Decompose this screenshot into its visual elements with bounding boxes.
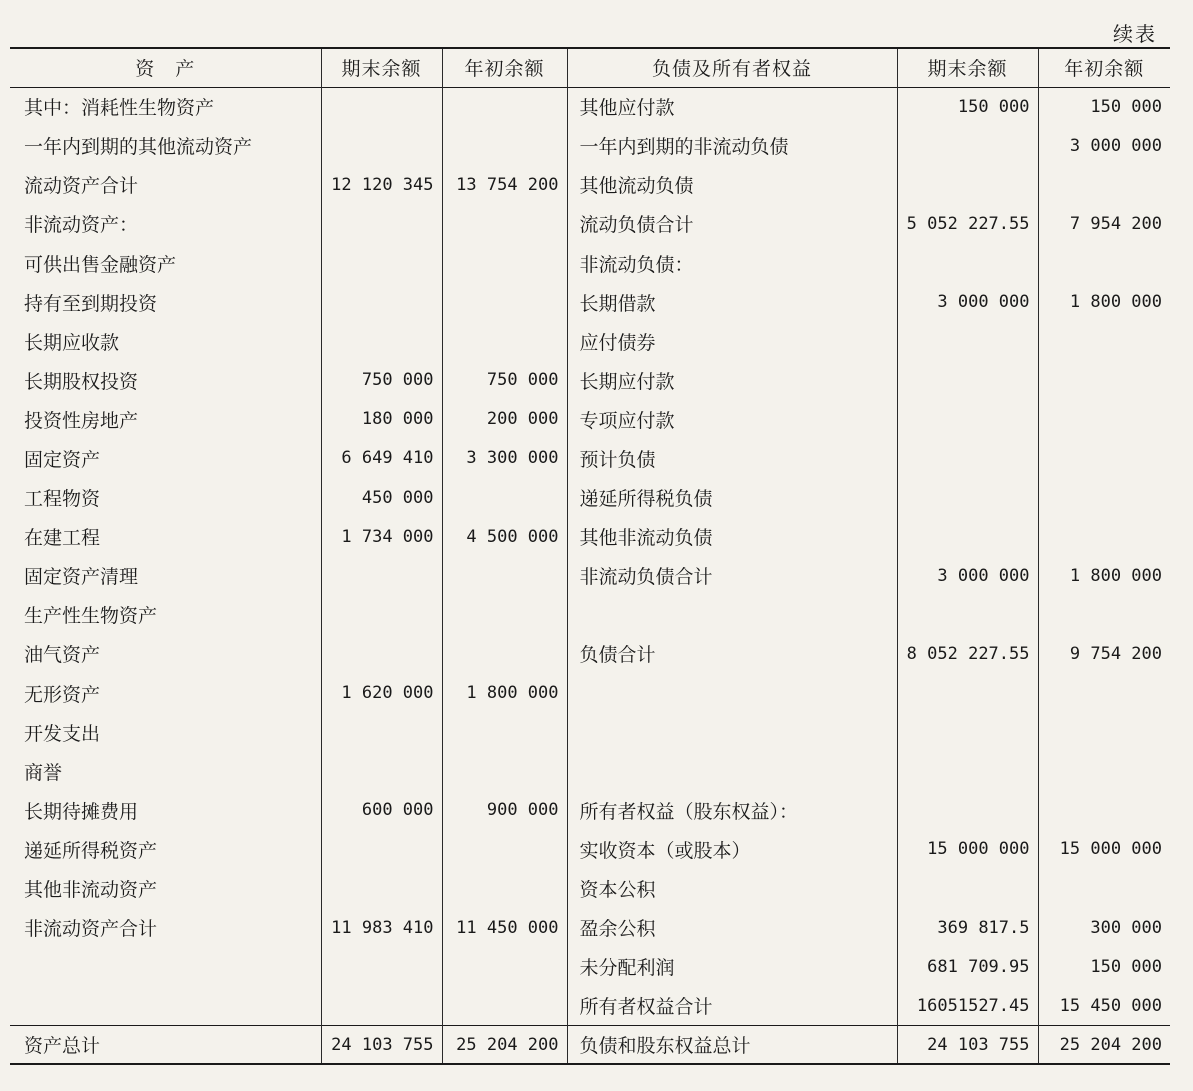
asset-opening-balance: [442, 126, 567, 165]
asset-opening-balance: [442, 322, 567, 361]
liability-item: [567, 595, 897, 634]
asset-ending-balance: [321, 986, 442, 1025]
table-row: [10, 204, 1170, 243]
asset-opening-balance: 750 000: [442, 361, 567, 400]
liability-opening-balance: 7 954 200: [1038, 204, 1170, 243]
liability-ending-balance: [897, 752, 1038, 791]
asset-opening-balance: 25 204 200: [442, 1025, 567, 1064]
asset-opening-balance: [442, 830, 567, 869]
asset-item: 非流动资产合计: [24, 918, 158, 941]
asset-opening-balance: [442, 478, 567, 517]
liability-item: 一年内到期的非流动负债: [567, 126, 897, 165]
liability-item: 长期借款: [567, 283, 897, 322]
liability-opening-balance: 150 000: [1038, 947, 1170, 986]
liability-ending-balance: 8 052 227.55: [897, 634, 1038, 673]
liability-opening-balance: [1038, 361, 1170, 400]
asset-item: 递延所得税资产: [24, 839, 158, 862]
liability-ending-balance: 150 000: [897, 87, 1038, 126]
liability-opening-balance: 150 000: [1038, 87, 1170, 126]
liability-opening-balance: [1038, 165, 1170, 204]
liability-item: [567, 752, 897, 791]
asset-item: 长期股权投资: [24, 370, 139, 393]
liability-opening-balance: 300 000: [1038, 908, 1170, 947]
table-row: [10, 869, 1170, 908]
table-row: [10, 634, 1170, 673]
asset-ending-balance: [321, 830, 442, 869]
asset-ending-balance: 11 983 410: [321, 908, 442, 947]
asset-opening-balance: 4 500 000: [442, 517, 567, 556]
liability-opening-balance: [1038, 713, 1170, 752]
liability-item: 资本公积: [567, 869, 897, 908]
asset-ending-balance: 180 000: [321, 400, 442, 439]
asset-item: 油气资产: [24, 644, 101, 667]
asset-item: [10, 947, 321, 986]
liability-item: 预计负债: [567, 439, 897, 478]
asset-opening-balance: 1 800 000: [442, 674, 567, 713]
asset-opening-balance: [442, 204, 567, 243]
asset-ending-balance: [321, 283, 442, 322]
liability-opening-balance: [1038, 674, 1170, 713]
asset-item: 非流动资产：: [24, 214, 139, 237]
liability-item: [567, 713, 897, 752]
asset-opening-balance: [442, 869, 567, 908]
liability-item: 专项应付款: [567, 400, 897, 439]
liability-ending-balance: [897, 126, 1038, 165]
asset-ending-balance: [321, 595, 442, 634]
asset-item: 工程物资: [24, 488, 101, 511]
asset-opening-balance: [442, 752, 567, 791]
table-row: [10, 439, 1170, 478]
asset-ending-balance: [321, 87, 442, 126]
asset-item: 资产总计: [24, 1035, 101, 1058]
asset-opening-balance: [442, 556, 567, 595]
header-assets-ending-balance: 期末余额: [321, 48, 442, 87]
table-row: [10, 947, 1170, 986]
table-row: [10, 674, 1170, 713]
asset-ending-balance: 1 734 000: [321, 517, 442, 556]
asset-item: 可供出售金融资产: [24, 253, 177, 276]
liability-item: 负债和股东权益总计: [567, 1025, 897, 1064]
asset-opening-balance: [442, 283, 567, 322]
asset-ending-balance: 600 000: [321, 791, 442, 830]
asset-ending-balance: 1 620 000: [321, 674, 442, 713]
liability-opening-balance: 1 800 000: [1038, 556, 1170, 595]
table-row: [10, 478, 1170, 517]
header-liabilities-opening-balance: 年初余额: [1038, 48, 1170, 87]
liability-ending-balance: [897, 322, 1038, 361]
liability-opening-balance: 15 450 000: [1038, 986, 1170, 1025]
asset-item: 固定资产清理: [24, 566, 139, 589]
asset-item: [10, 986, 321, 1025]
liability-ending-balance: [897, 674, 1038, 713]
asset-ending-balance: 24 103 755: [321, 1025, 442, 1064]
liability-opening-balance: [1038, 439, 1170, 478]
liability-ending-balance: [897, 478, 1038, 517]
asset-ending-balance: [321, 243, 442, 282]
table-row: [10, 361, 1170, 400]
liability-ending-balance: [897, 439, 1038, 478]
liability-item: 实收资本（或股本）: [567, 830, 897, 869]
liability-item: 其他非流动负债: [567, 517, 897, 556]
header-assets: 资 产: [135, 58, 196, 81]
asset-ending-balance: [321, 126, 442, 165]
balance-sheet-table: [10, 47, 1170, 1065]
liability-opening-balance: [1038, 478, 1170, 517]
liability-ending-balance: 16051527.45: [897, 986, 1038, 1025]
asset-ending-balance: [321, 713, 442, 752]
asset-ending-balance: [321, 869, 442, 908]
liability-opening-balance: 1 800 000: [1038, 283, 1170, 322]
asset-opening-balance: [442, 595, 567, 634]
liability-item: 应付债券: [567, 322, 897, 361]
liability-item: 其他流动负债: [567, 165, 897, 204]
liability-ending-balance: 5 052 227.55: [897, 204, 1038, 243]
table-row: [10, 595, 1170, 634]
asset-opening-balance: 3 300 000: [442, 439, 567, 478]
liability-ending-balance: 15 000 000: [897, 830, 1038, 869]
asset-item: 流动资产合计: [24, 175, 139, 198]
liability-opening-balance: [1038, 595, 1170, 634]
table-row: [10, 713, 1170, 752]
asset-opening-balance: 13 754 200: [442, 165, 567, 204]
liability-ending-balance: 681 709.95: [897, 947, 1038, 986]
asset-ending-balance: [321, 947, 442, 986]
liability-item: 未分配利润: [567, 947, 897, 986]
asset-ending-balance: [321, 204, 442, 243]
asset-opening-balance: 11 450 000: [442, 908, 567, 947]
liability-ending-balance: 3 000 000: [897, 556, 1038, 595]
liability-ending-balance: [897, 400, 1038, 439]
asset-ending-balance: 450 000: [321, 478, 442, 517]
asset-item: 其他非流动资产: [24, 879, 158, 902]
liability-item: 所有者权益（股东权益）：: [567, 791, 897, 830]
table-row: [10, 322, 1170, 361]
liability-ending-balance: [897, 791, 1038, 830]
asset-item: 在建工程: [24, 527, 101, 550]
table-row: [10, 908, 1170, 947]
table-row: [10, 986, 1170, 1025]
liability-item: 负债合计: [567, 634, 897, 673]
liability-item: [567, 674, 897, 713]
asset-opening-balance: [442, 243, 567, 282]
table-row: [10, 243, 1170, 282]
asset-opening-balance: [442, 986, 567, 1025]
liability-item: 盈余公积: [567, 908, 897, 947]
liability-item: 非流动负债：: [567, 243, 897, 282]
asset-item: 长期应收款: [24, 331, 120, 354]
header-liabilities-ending-balance: 期末余额: [897, 48, 1038, 87]
asset-item: 其中：消耗性生物资产: [24, 97, 215, 120]
asset-opening-balance: [442, 87, 567, 126]
liability-opening-balance: 25 204 200: [1038, 1025, 1170, 1064]
liability-item: 非流动负债合计: [567, 556, 897, 595]
asset-ending-balance: [321, 634, 442, 673]
liability-opening-balance: 15 000 000: [1038, 830, 1170, 869]
asset-item: 长期待摊费用: [24, 800, 139, 823]
liability-ending-balance: [897, 869, 1038, 908]
table-row: [10, 517, 1170, 556]
liability-item: 所有者权益合计: [567, 986, 897, 1025]
table-row: [10, 556, 1170, 595]
asset-item: 一年内到期的其他流动资产: [24, 136, 253, 159]
table-row: [10, 165, 1170, 204]
liability-opening-balance: 9 754 200: [1038, 634, 1170, 673]
table-row: [10, 791, 1170, 830]
liability-ending-balance: [897, 243, 1038, 282]
asset-item: 开发支出: [24, 722, 101, 745]
asset-opening-balance: [442, 947, 567, 986]
asset-item: 生产性生物资产: [24, 605, 158, 628]
table-row: [10, 283, 1170, 322]
table-body: [10, 87, 1170, 1064]
table-row: [10, 126, 1170, 165]
asset-item: 固定资产: [24, 448, 101, 471]
liability-opening-balance: [1038, 517, 1170, 556]
liability-opening-balance: [1038, 791, 1170, 830]
asset-ending-balance: [321, 322, 442, 361]
asset-opening-balance: 900 000: [442, 791, 567, 830]
liability-ending-balance: [897, 713, 1038, 752]
liability-opening-balance: [1038, 243, 1170, 282]
liability-ending-balance: 3 000 000: [897, 283, 1038, 322]
asset-ending-balance: [321, 556, 442, 595]
liability-item: 长期应付款: [567, 361, 897, 400]
table-row: [10, 87, 1170, 126]
liability-opening-balance: 3 000 000: [1038, 126, 1170, 165]
liability-ending-balance: [897, 595, 1038, 634]
table-row: [10, 1025, 1170, 1064]
asset-ending-balance: 6 649 410: [321, 439, 442, 478]
liability-item: 递延所得税负债: [567, 478, 897, 517]
liability-opening-balance: [1038, 752, 1170, 791]
liability-item: 流动负债合计: [567, 204, 897, 243]
table-row: [10, 400, 1170, 439]
liability-ending-balance: [897, 517, 1038, 556]
continued-label: 续表: [1113, 22, 1157, 46]
asset-ending-balance: [321, 752, 442, 791]
liability-opening-balance: [1038, 322, 1170, 361]
asset-ending-balance: 750 000: [321, 361, 442, 400]
asset-item: 投资性房地产: [24, 409, 139, 432]
asset-opening-balance: 200 000: [442, 400, 567, 439]
liability-item: 其他应付款: [567, 87, 897, 126]
table-row: [10, 830, 1170, 869]
liability-opening-balance: [1038, 400, 1170, 439]
liability-ending-balance: [897, 165, 1038, 204]
liability-ending-balance: 369 817.5: [897, 908, 1038, 947]
header-assets-opening-balance: 年初余额: [442, 48, 567, 87]
liability-ending-balance: 24 103 755: [897, 1025, 1038, 1064]
asset-item: 商誉: [24, 761, 63, 784]
asset-item: 无形资产: [24, 683, 101, 706]
table-row: [10, 752, 1170, 791]
asset-opening-balance: [442, 634, 567, 673]
asset-opening-balance: [442, 713, 567, 752]
asset-item: 持有至到期投资: [24, 292, 158, 315]
liability-ending-balance: [897, 361, 1038, 400]
header-row: [10, 48, 1170, 87]
asset-ending-balance: 12 120 345: [321, 165, 442, 204]
liability-opening-balance: [1038, 869, 1170, 908]
header-liabilities-equity: 负债及所有者权益: [567, 48, 897, 87]
